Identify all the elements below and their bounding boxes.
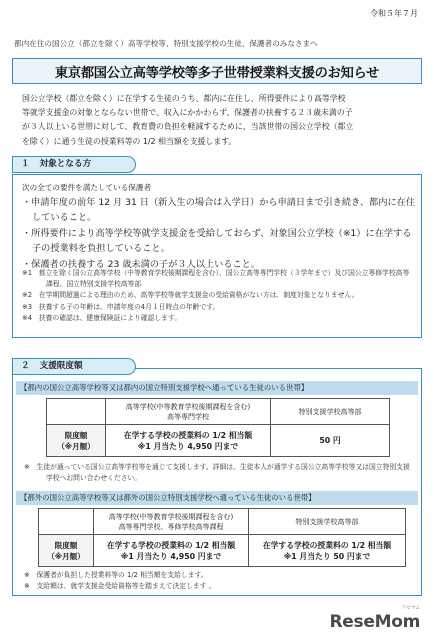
limit-cell-special-school	[249, 535, 406, 567]
document-title: 東京都国公立高等学校等多子世帯授業料支援のお知らせ	[54, 65, 380, 81]
footnote: ※2 在学期間超過による理由のため、高等学校等就学支援金の受給資格がない方は、制度対象となりません。	[22, 291, 359, 300]
table2-heading: 【都外の国公立高等学校等又は都外の国公立特別支援学校へ通っている生徒のいる世帯】	[16, 491, 418, 505]
support-table-in-tokyo	[46, 398, 390, 457]
row-header-limit: 限度額 （※月額）	[39, 535, 94, 567]
support-table-outside-tokyo	[38, 508, 406, 567]
row-header-limit: 限度額 （※月額）	[47, 425, 106, 457]
table1-heading: 【都内の国公立高等学校等又は都内の国立特別支援学校へ通っている生徒のいる世帯】	[16, 381, 418, 395]
intro-line: 等就学支援金の対象とならない世帯で、収入にかかわらず、保護者の扶養する２３歳未満の子	[22, 108, 353, 118]
section2-heading	[12, 358, 136, 375]
logo-subtext: リセマム	[401, 605, 420, 611]
footnote: ※4 扶養の確認は、健康保険証により確認します。	[22, 313, 182, 322]
section1-notes	[22, 268, 414, 324]
column-header-special-school: 特別支援学校高等部	[271, 399, 390, 425]
section1-title: 対象となる方	[39, 159, 92, 169]
footnote: ※3 扶養する子の年齢は、申請年度の4月１日時点の年齢です。	[22, 302, 220, 311]
intro-line: 国公立学校（都立を除く）に在学する生徒のうち、都内に在住し、所得要件により高等学校	[22, 94, 346, 103]
title-banner	[12, 58, 422, 84]
limit-main: 在学する学校の授業料の 1/2 相当額	[123, 430, 253, 440]
table1-note: ※ 生徒が通っている国公立高等学校等を通じて支援します。詳細は、生徒本人が通学する国公立高等学校等又は国立特別支援学校へお問い合わせください。	[24, 463, 410, 482]
resemom-logo	[329, 605, 420, 632]
section1-number: １	[21, 159, 30, 169]
addressee-line: 都内在住の国公立（都立を除く）高等学校等、特別支援学校の生徒、保護者のみなさまへ	[14, 39, 318, 48]
eligibility-item: ・申請年度の前年 12 月 31 日（新入生の場合は入学日）から申請日まで引き続き、都内に在住していること。	[22, 197, 416, 224]
limit-cell-high-school	[94, 535, 249, 567]
limit-sub: ※1 月当たり 4,950 円まで	[120, 551, 222, 561]
footnote: ※1 都立を除く国公立高等学校（中等教育学校後期課程を含む）、国公立高等専門学校（３学年まで）及び国公立専修学校高等課程、国立特別支援学校高等部	[22, 269, 410, 289]
document-date: 令和５年７月	[370, 9, 418, 18]
limit-cell-special-school: 50 円	[271, 425, 390, 457]
eligibility-item: ・所得要件により高等学校等就学支援金を受給しておらず、対象国公立学校（※1）に在学する子の授業料を負担していること。	[22, 227, 412, 255]
table-corner	[47, 399, 106, 425]
intro-line: が３人以上いる世帯に対して、教育費の負担を軽減するために、当該世帯の国公立学校（都立	[22, 122, 354, 132]
section2-number: ２	[21, 361, 30, 371]
limit-cell-high-school	[106, 425, 271, 457]
eligibility-lead: 次の全ての要件を満たしている保護者	[22, 183, 152, 192]
logo-text: ReseMom	[329, 612, 420, 632]
limit-sub: ※1 月当たり 50 円まで	[283, 551, 371, 561]
column-header-special-school: 特別支援学校高等部	[249, 509, 406, 535]
table2-note: ※ 支給額は、就学支援金受給資格等を踏まえて決定します 。	[24, 582, 216, 590]
table-corner	[39, 509, 94, 535]
section1-heading	[12, 156, 136, 173]
table2-notes	[24, 570, 416, 592]
limit-main: 在学する学校の授業料の 1/2 相当額	[262, 540, 392, 550]
column-header-high-school: 高等学校(中等教育学校後期課程を含む) 高等専門学校	[106, 399, 271, 425]
intro-line: を除く）に通う生徒の授業料等の 1/2 相当額を支援します。	[22, 136, 237, 146]
limit-main: 在学する学校の授業料の 1/2 相当額	[106, 540, 236, 550]
eligibility-item: ・保護者の扶養する 23 歳未満の子が３人以上いること。	[22, 258, 261, 270]
section2-title: 支援限度額	[39, 361, 83, 371]
column-header-high-school: 高等学校(中等教育学校後期課程を含む) 高等専門学校、専修学校高等課程	[94, 509, 249, 535]
intro-paragraph	[22, 92, 414, 149]
eligibility-list	[22, 195, 417, 272]
table2-note: ※ 保護者が負担した授業料等の 1/2 相当額を支給します。	[24, 571, 208, 579]
limit-sub: ※1 月当たり 4,950 円まで	[137, 441, 239, 451]
